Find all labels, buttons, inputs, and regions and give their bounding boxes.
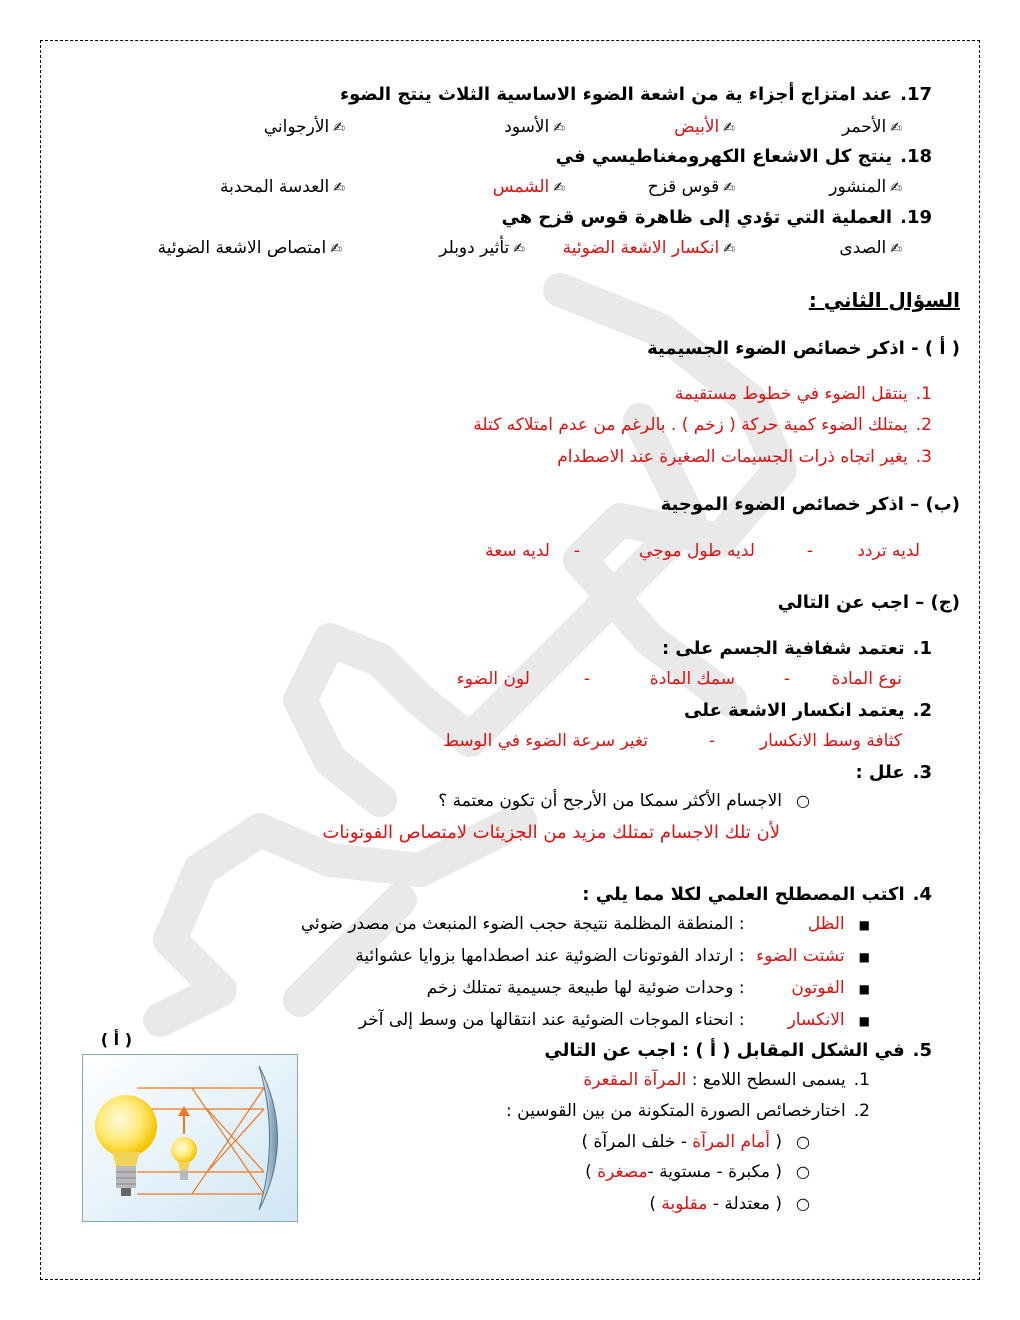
c-question-4: 4.اكتب المصطلح العلمي لكلا مما يلي : bbox=[582, 884, 932, 905]
q17-option-4[interactable]: ✍الأرجواني bbox=[263, 117, 345, 137]
hand-writing-icon: ✍ bbox=[513, 241, 525, 257]
hand-writing-icon: ✍ bbox=[333, 120, 345, 136]
part-b-label: (ب) – اذكر خصائص الضوء الموجية bbox=[660, 494, 960, 515]
part-b-answer-2: لديه طول موجي bbox=[639, 541, 755, 561]
part-b-answer-1: لديه تردد bbox=[857, 541, 920, 561]
c2-answer-2: تغير سرعة الضوء في الوسط bbox=[443, 731, 648, 751]
q19-option-4[interactable]: ✍امتصاص الاشعة الضوئية bbox=[157, 238, 342, 258]
c2-answer-1: كثافة وسط الانكسار bbox=[759, 731, 902, 751]
part-b-dash-1: - bbox=[806, 541, 813, 561]
part-a-answer-3: 3.يغير اتجاه ذرات الجسيمات الصغيرة عند الاصطدام bbox=[557, 447, 932, 467]
part-a-label: ( أ ) - اذكر خصائص الضوء الجسيمية bbox=[647, 338, 960, 359]
c3-answer: لأن تلك الاجسام تمتلك مزيد من الجزيئات لامتصاص الفوتونات bbox=[322, 822, 780, 843]
square-bullet-icon: ■ bbox=[858, 982, 870, 996]
c1-answer-3: لون الضوء bbox=[456, 669, 530, 689]
c-question-1: 1.تعتمد شفافية الجسم على : bbox=[661, 638, 932, 659]
part-c-label: (ج) – اجب عن التالي bbox=[777, 592, 960, 613]
hand-writing-icon: ✍ bbox=[330, 241, 342, 257]
term-item-1: ■الظل: المنطقة المظلمة نتيجة حجب الضوء المنبعث من مصدر ضوئي bbox=[300, 914, 870, 934]
c5-choice-2[interactable]: ○( مكبرة - مستوية -مصغرة ) bbox=[585, 1162, 810, 1182]
circle-bullet-icon: ○ bbox=[796, 1132, 810, 1151]
part-a-answer-2: 2.يمتلك الضوء كمية حركة ( زخم ) . بالرغم من عدم امتلاكه كتلة bbox=[473, 415, 932, 435]
q19-option-1[interactable]: ✍الصدى bbox=[839, 238, 902, 258]
part-a-answer-1: 1.ينتقل الضوء في خطوط مستقيمة bbox=[674, 384, 932, 404]
q18-option-1[interactable]: ✍المنشور bbox=[829, 177, 902, 197]
section-2-title: السؤال الثاني : bbox=[808, 288, 960, 312]
part-b-answer-3: لديه سعة bbox=[485, 541, 550, 561]
term-item-4: ■الانكسار: انحناء الموجات الضوئية عند انتقالها من وسط إلى آخر bbox=[358, 1010, 870, 1030]
square-bullet-icon: ■ bbox=[858, 950, 870, 964]
c-question-2: 2.يعتمد انكسار الاشعة على bbox=[684, 700, 932, 721]
term-item-3: ■الفوتون: وحدات ضوئية لها طبيعة جسيمية تمتلك زخم bbox=[426, 978, 870, 998]
q17-option-1[interactable]: ✍الأحمر bbox=[842, 117, 902, 137]
circle-bullet-icon: ○ bbox=[796, 1194, 810, 1213]
concave-mirror-figure bbox=[82, 1054, 298, 1222]
circle-bullet-icon: ○ bbox=[796, 791, 810, 810]
hand-writing-icon: ✍ bbox=[553, 180, 565, 196]
q19-option-3[interactable]: ✍تأثير دوبلر bbox=[439, 238, 525, 258]
question-19: 19.العملية التي تؤدي إلى ظاهرة قوس قزح هي bbox=[501, 207, 932, 228]
circle-bullet-icon: ○ bbox=[796, 1162, 810, 1181]
hand-writing-icon: ✍ bbox=[723, 180, 735, 196]
question-17: 17.عند امتزاج أجزاء ية من اشعة الضوء الاساسية الثلاث ينتج الضوء bbox=[339, 84, 932, 105]
hand-writing-icon: ✍ bbox=[890, 241, 902, 257]
square-bullet-icon: ■ bbox=[858, 918, 870, 932]
c3-question: ○الاجسام الأكثر سمكا من الأرجح أن تكون معتمة ؟ bbox=[438, 791, 810, 811]
q17-option-2[interactable]: ✍الأبيض bbox=[674, 117, 735, 137]
part-b-dash-2: - bbox=[573, 541, 580, 561]
c-question-5: 5.في الشكل المقابل ( أ ) : اجب عن التالي bbox=[544, 1040, 932, 1061]
q19-option-2[interactable]: ✍انكسار الاشعة الضوئية bbox=[562, 238, 735, 258]
c-question-3: 3.علل : bbox=[855, 762, 932, 783]
hand-writing-icon: ✍ bbox=[553, 120, 565, 136]
q18-option-2[interactable]: ✍قوس قزح bbox=[647, 177, 735, 197]
c1-answer-1: نوع المادة bbox=[831, 669, 902, 689]
hand-writing-icon: ✍ bbox=[333, 180, 345, 196]
square-bullet-icon: ■ bbox=[858, 1014, 870, 1028]
c1-dash-1: - bbox=[783, 669, 790, 689]
figure-label: ( أ ) bbox=[100, 1030, 132, 1049]
q18-option-3[interactable]: ✍الشمس bbox=[492, 177, 565, 197]
q17-option-3[interactable]: ✍الأسود bbox=[504, 117, 565, 137]
c5-sub-2: 2.اختارخصائص الصورة المتكونة من بين القوسين : bbox=[506, 1101, 870, 1121]
c5-choice-3[interactable]: ○( معتدلة - مقلوبة ) bbox=[649, 1194, 810, 1214]
c2-dash: - bbox=[708, 731, 715, 751]
c1-answer-2: سمك المادة bbox=[649, 669, 735, 689]
c1-dash-2: - bbox=[583, 669, 590, 689]
hand-writing-icon: ✍ bbox=[723, 241, 735, 257]
c5-choice-1[interactable]: ○( أمام المرآة - خلف المرآة ) bbox=[581, 1132, 810, 1152]
hand-writing-icon: ✍ bbox=[723, 120, 735, 136]
q18-option-4[interactable]: ✍العدسة المحدبة bbox=[220, 177, 345, 197]
c5-sub-1: 1.يسمى السطح اللامع : المرآة المقعرة bbox=[583, 1070, 870, 1090]
term-item-2: ■تشتت الضوء: ارتداد الفوتونات الضوئية عند اصطدامها بزوايا عشوائية bbox=[355, 946, 870, 966]
hand-writing-icon: ✍ bbox=[890, 120, 902, 136]
hand-writing-icon: ✍ bbox=[890, 180, 902, 196]
question-18: 18.ينتج كل الاشعاع الكهرومغناطيسي في bbox=[555, 146, 932, 167]
